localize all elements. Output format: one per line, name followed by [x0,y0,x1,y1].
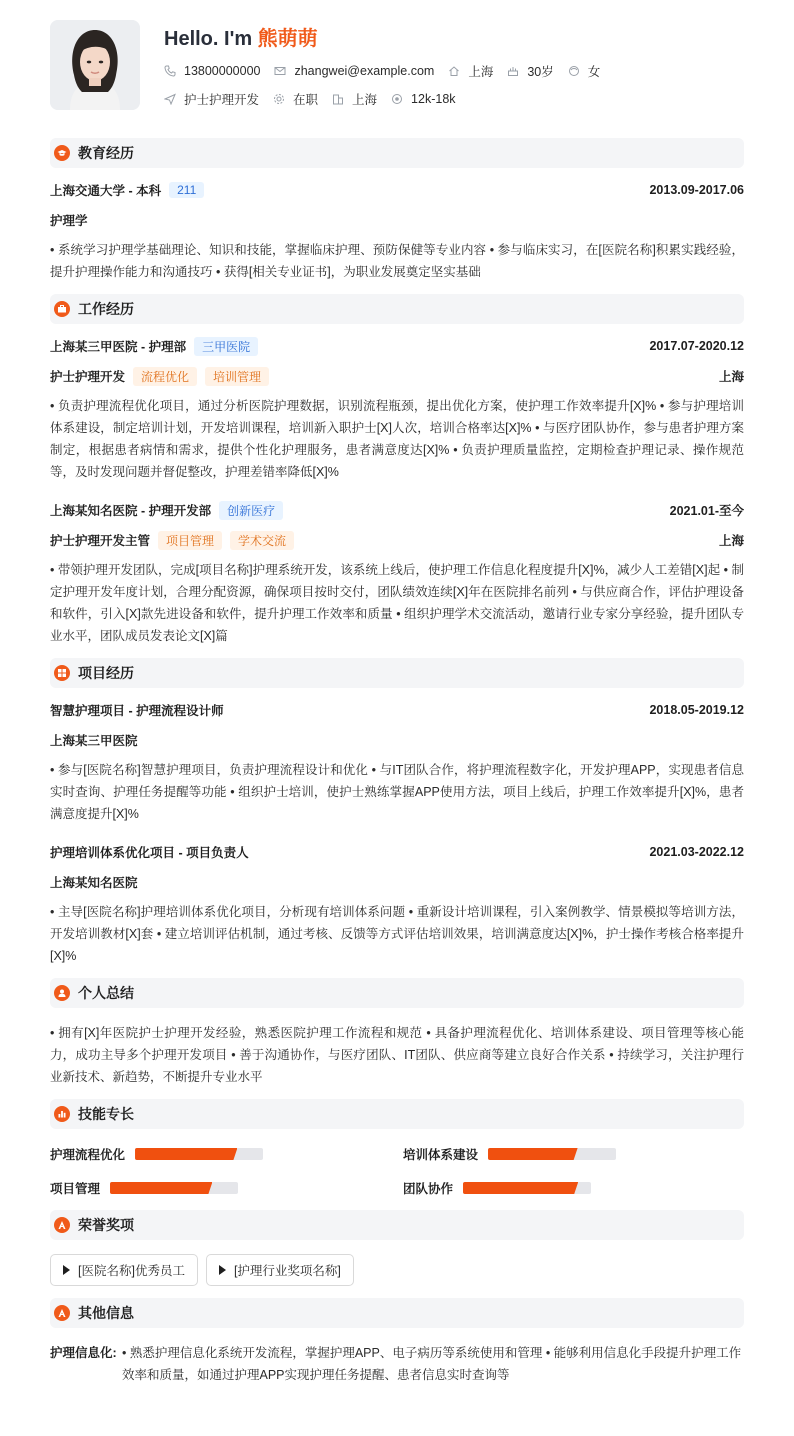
play-triangle-icon [63,1265,70,1275]
work-company-tag: 创新医疗 [219,501,283,520]
coin-icon [391,93,403,105]
skills-grid [50,1143,744,1199]
skill-item [403,1143,744,1165]
work-section-header [50,294,744,324]
skill-item [50,1143,403,1165]
school-tag: 211 [169,182,204,198]
school-name: 上海交通大学 - 本科 [50,184,162,198]
other-section-title: 其他信息 [78,1305,134,1321]
education-date: 2013.09-2017.06 [649,183,744,197]
work-skill-tag: 流程优化 [133,367,197,386]
bar-chart-icon [54,1106,70,1122]
skill-name: 护理流程优化 [50,1148,126,1162]
education-section-header [50,138,744,168]
project-org: 上海某三甲医院 [50,734,138,748]
project-org-row [50,871,744,893]
phone-icon [164,65,176,77]
project-name: 护理培训体系优化项目 - 项目负责人 [50,846,249,860]
avatar [50,20,140,110]
work-company-group [50,337,258,356]
other-entry [50,1342,744,1386]
play-triangle-icon [219,1265,226,1275]
work-role-row [50,365,744,387]
education-entry [50,179,744,283]
work-section-title: 工作经历 [78,301,134,317]
work-role: 护士护理开发 [50,370,126,384]
work-date: 2021.01-至今 [669,504,744,518]
gender-icon [568,65,580,77]
phone-text: 13800000000 [184,64,261,78]
project-entry-2 [50,841,744,967]
work-description: • 带领护理开发团队，完成[项目名称]护理系统开发，该系统上线后，使护理工作信息化程度提升[X]%，减少人工差错[X]起 • 制定护理开发年度计划，合理分配资源，确保项目按时交付，团队绩效连续[X]年在医院排名前列 • 与供应商合作，评估护理设备和软件，引入[X]款先进设备和软件，提升护理工作效率和质量 • 组织护理学术交流活动，邀请行业专家分享经验，提升团队专业水平，团队成员发表论文[X]篇 [50,563,744,643]
city-info [448,62,493,80]
user-icon [54,985,70,1001]
work-skill-tag: 培训管理 [205,367,269,386]
major-name: 护理学 [50,214,88,228]
project-name-row [50,699,744,721]
project-description: • 参与[医院名称]智慧护理项目，负责护理流程设计和优化 • 与IT团队合作，将护理流程数字化，开发护理APP，实现患者信息实时查询、护理任务提醒等功能 • 组织护士培训，使护士熟练掌握APP使用方法，项目上线后，护理工作效率提升[X]%，患者满意度提升[X]% [50,763,744,821]
work-description: • 负责护理流程优化项目，通过分析医院护理数据，识别流程瓶颈，提出优化方案，使护理工作效率提升[X]% • 参与护理培训体系建设，制定培训计划，开发培训课程，培训新入职护士[X]人次，培训合格率达[X]% • 与医疗团队协作，参与患者护理方案制定，根据患者病情和需求，提供个性化护理服务，患者满意度达[X]% • 负责护理质量监控，定期检查护理记录、操作规范等，及时发现问题并督促整改，护理差错率降低[X]% [50,399,744,479]
work-company: 上海某知名医院 - 护理开发部 [50,504,212,518]
email-info [274,64,434,78]
skill-item [403,1177,744,1199]
project-name: 智慧护理项目 - 护理流程设计师 [50,704,224,718]
project-entry-1 [50,699,744,825]
gear-icon [273,93,285,105]
work-skill-tag: 学术交流 [230,531,294,550]
skill-item [50,1177,403,1199]
skills-section-title: 技能专长 [78,1106,134,1122]
work-company-row [50,499,744,521]
gender-text: 女 [587,65,601,79]
greeting-title [164,22,318,51]
project-date: 2021.03-2022.12 [649,845,744,859]
work-entry-1 [50,335,744,483]
graduation-cap-icon [54,145,70,161]
building-icon [332,93,344,105]
other-description: • 熟悉护理信息化系统开发流程，掌握护理APP、电子病历等系统使用和管理 • 能够利用信息化手段提升护理工作效率和质量，如通过护理APP实现护理任务提醒、患者信息实时查询等 [122,1346,742,1382]
skill-bar-fill [135,1148,237,1160]
status-info [273,90,318,108]
skill-bar [135,1148,263,1160]
award-item [50,1254,198,1286]
education-section-title: 教育经历 [78,145,134,161]
awards-section-header [50,1210,744,1240]
other-section-header [50,1298,744,1328]
target-city-text: 上海 [352,93,378,107]
skill-bar-fill [463,1182,578,1194]
skill-name: 培训体系建设 [403,1148,479,1162]
award-icon [54,1305,70,1321]
salary-info [391,92,455,106]
skill-bar [488,1148,616,1160]
target-city-info [332,90,377,108]
project-date: 2018.05-2019.12 [649,703,744,717]
skill-name: 团队协作 [403,1182,454,1196]
project-section-header [50,658,744,688]
send-icon [164,93,176,105]
position-info [164,90,259,108]
work-company: 上海某三甲医院 - 护理部 [50,340,187,354]
skill-bar [463,1182,591,1194]
salary-text: 12k-18k [411,92,456,106]
work-skill-tag: 项目管理 [158,531,222,550]
position-text: 护士护理开发 [184,93,260,107]
gender-info [568,62,601,80]
skill-bar-fill [488,1148,578,1160]
education-row [50,179,744,201]
status-text: 在职 [293,93,319,107]
education-school-group [50,181,204,199]
resume-header [50,20,744,130]
education-description: • 系统学习护理学基础理论、知识和技能，掌握临床护理、预防保健等专业内容 • 参与临床实习，在[医院名称]积累实践经验，提升护理操作能力和沟通技巧 • 获得[相关专业证书]，为职业发展奠定坚实基础 [50,243,744,279]
cake-icon [507,65,519,77]
project-name-row [50,841,744,863]
award-text: [护理行业奖项名称] [233,1264,341,1278]
grid-icon [54,665,70,681]
work-date: 2017.07-2020.12 [649,339,744,353]
other-label: 护理信息化: [50,1346,117,1360]
award-item [206,1254,354,1286]
work-entry-2 [50,499,744,647]
work-role-row [50,529,744,551]
work-city: 上海 [718,534,744,548]
work-role: 护士护理开发主管 [50,534,151,548]
work-company-group [50,501,283,520]
awards-section-title: 荣誉奖项 [78,1217,134,1233]
project-org: 上海某知名医院 [50,876,138,890]
work-city: 上海 [718,370,744,384]
home-icon [448,65,460,77]
award-text: [医院名称]优秀员工 [78,1264,185,1278]
skills-section-header [50,1099,744,1129]
resume-page [50,20,744,1386]
skill-bar [110,1182,238,1194]
briefcase-icon [54,301,70,317]
project-section-title: 项目经历 [78,665,134,681]
project-description: • 主导[医院名称]护理培训体系优化项目，分析现有培训体系问题 • 重新设计培训课程，引入案例教学、情景模拟等培训方法，开发培训教材[X]套 • 建立培训评估机制，通过考核、反馈等方式评估培训效果，培训满意度达[X]%，护士操作考核合格率提升[X]% [50,905,744,963]
email-text: zhangwei@example.com [294,64,435,78]
summary-section-title: 个人总结 [78,985,134,1001]
work-company-row [50,335,744,357]
major-row [50,209,744,231]
job-intent-row [164,90,470,108]
work-role-group [50,367,269,386]
work-company-tag: 三甲医院 [194,337,258,356]
greeting-prefix: Hello. I'm [164,28,258,50]
age-info [507,62,553,80]
summary-description: • 拥有[X]年医院护士护理开发经验，熟悉医院护理工作流程和规范 • 具备护理流程优化、培训体系建设、项目管理等核心能力，成功主导多个护理开发项目 • 善于沟通协作，与医疗团队、IT团队、供应商等建立良好合作关系 • 持续学习，关注护理行业新技术、新趋势，不断提升专业水平 [50,1026,744,1084]
awards-list [50,1254,744,1286]
summary-section-header [50,978,744,1008]
award-icon [54,1217,70,1233]
skill-name: 项目管理 [50,1182,101,1196]
work-role-group [50,531,294,550]
skill-bar-fill [110,1182,212,1194]
candidate-name: 熊萌萌 [257,28,318,50]
mail-icon [274,65,286,77]
phone-info [164,64,260,78]
city-text: 上海 [468,65,494,79]
contact-row [164,62,614,80]
age-text: 30岁 [527,65,554,79]
project-org-row [50,729,744,751]
